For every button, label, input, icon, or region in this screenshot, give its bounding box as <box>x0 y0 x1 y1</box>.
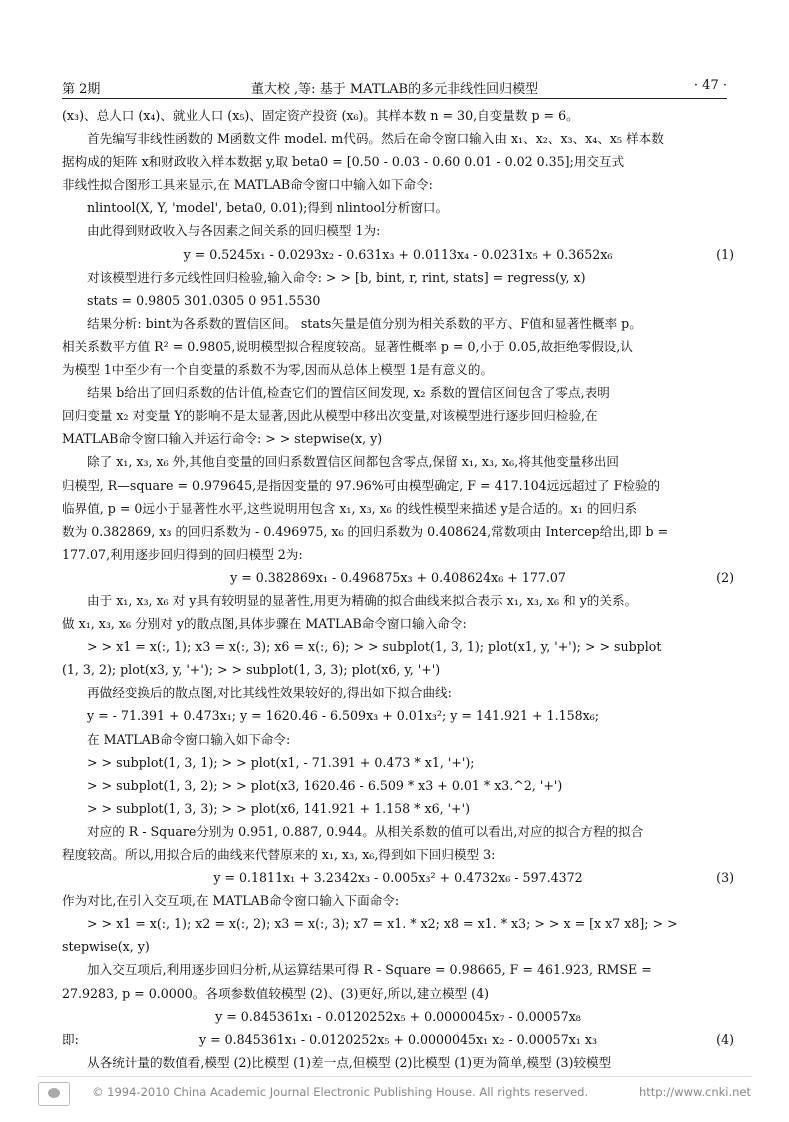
text-line: 在 MATLAB命令窗口输入如下命令: <box>87 731 291 747</box>
text-line: 临界值, p = 0远小于显著性水平,这些说明用包含 x₁, x₃, x₆ 的线性模型来描述 y是合适的。x₁ 的回归系 <box>62 500 638 516</box>
text-line: 27.9283, p = 0.0000。各项参数值较模型 (2)、(3)更好,所以,建立模型 (4) <box>62 985 489 1001</box>
equation-number: (4) <box>716 1031 734 1047</box>
text-line: 做 x₁, x₃, x₆ 分别对 y的散点图,具体步骤在 MATLAB命令窗口输入命令: <box>62 616 467 632</box>
footer <box>38 1082 751 1108</box>
equation-text: y = 0.5245x₁ - 0.0293x₂ - 0.631x₃ + 0.0113x₄ - 0.0231x₅ + 0.3652x₆ <box>183 246 613 262</box>
equation-label: 即: <box>62 1031 79 1047</box>
equation-text: y = 0.845361x₁ - 0.0120252x₅ + 0.0000045x₁ x₂ - 0.00057x₁ x₃ <box>198 1031 598 1047</box>
text-line: 非线性拟合图形工具来显示,在 MATLAB命令窗口中输入如下命令: <box>62 177 433 193</box>
equation-text: y = 0.845361x₁ - 0.0120252x₅ + 0.0000045x₇ - 0.00057x₈ <box>215 1008 581 1024</box>
text-line: 加入交互项后,利用逐步回归分析,从运算结果可得 R - Square = 0.98665, F = 461.923, RMSE = <box>87 962 652 978</box>
text-line: nlintool(X, Y, 'model', beta0, 0.01);得到 nlintool分析窗口。 <box>87 200 449 216</box>
text-line: (x₃)、总人口 (x₄)、就业人口 (x₅)、固定资产投资 (x₆)。其样本数 n = 30,自变量数 p = 6。 <box>62 108 579 123</box>
text-line: 对应的 R - Square分别为 0.951, 0.887, 0.944。从相关系数的值可以看出,对应的拟合方程的拟合 <box>87 823 644 839</box>
cnki-link[interactable]: http://www.cnki.net <box>638 1085 751 1099</box>
header-rule <box>62 98 727 99</box>
equation-number: (1) <box>716 246 734 262</box>
text-line: 除了 x₁, x₃, x₆ 外,其他自变量的回归系数置信区间都包含零点,保留 x₁, x₃, x₆,将其他变量移出回 <box>87 454 619 470</box>
text-line: 从各统计量的数值看,模型 (2)比模型 (1)差一点,但模型 (2)比模型 (1)更为简单,模型 (3)较模型 <box>87 1054 612 1070</box>
text-line: > > subplot(1, 3, 2); > > plot(x3, 1620.46 - 6.509 * x3 + 0.01 * x3.^2, '+') <box>87 777 563 793</box>
text-line: > > subplot(1, 3, 3); > > plot(x6, 141.921 + 1.158 * x6, '+') <box>87 800 470 816</box>
text-line: 首先编写非线性函数的 M函数文件 model. m代码。然后在命令窗口输入由 x₁、x₂、x₃、x₄、x₅ 样本数 <box>87 131 664 147</box>
text-line: 对该模型进行多元线性回归检验,输入命令: > > [b, bint, r, rint, stats] = regress(y, x) <box>87 269 586 285</box>
text-line: > > x1 = x(:, 1); x2 = x(:, 2); x3 = x(:, 3); x7 = x1. * x2; x8 = x1. * x3; > > x = [x x7 x8]; > > <box>87 916 678 932</box>
text-line: y = - 71.391 + 0.473x₁; y = 1620.46 - 6.509x₃ + 0.01x₃²; y = 141.921 + 1.158x₆; <box>87 708 600 724</box>
equation-number: (2) <box>716 569 734 585</box>
text-line: 据构成的矩阵 x和财政收入样本数据 y,取 beta0 = [0.50 - 0.03 - 0.60 0.01 - 0.02 0.35];用交互式 <box>62 154 625 170</box>
page-number: · 47 · <box>693 78 727 93</box>
equation-line <box>62 1005 734 1028</box>
article-body <box>62 104 734 1074</box>
equation-line <box>62 866 734 889</box>
copyright-text: © 1994-2010 China Academic Journal Electronic Publishing House. All rights reserved. <box>92 1085 589 1099</box>
text-line: 结果 b给出了回归系数的估计值,检查它们的置信区间发现, x₂ 系数的置信区间包含了零点,表明 <box>87 385 610 401</box>
text-line: 177.07,利用逐步回归得到的回归模型 2为: <box>62 546 303 562</box>
running-title: 董大校 ,等: 基于 MATLAB的多元非线性回归模型 <box>250 82 539 97</box>
equation-line <box>62 1028 734 1051</box>
text-line: 归模型, R—square = 0.979645,是指因变量的 97.96%可由模型确定, F = 417.104远远超过了 F检验的 <box>62 477 661 493</box>
running-header <box>62 78 727 100</box>
text-line: stats = 0.9805 301.0305 0 951.5530 <box>87 292 321 308</box>
text-line: 数为 0.382869, x₃ 的回归系数为 - 0.496975, x₆ 的回归系数为 0.408624,常数项由 Intercep给出,即 b = <box>62 523 669 539</box>
text-line: 相关系数平方值 R² = 0.9805,说明模型拟合程度较高。显著性概率 p = 0,小于 0.05,故拒绝零假设,认 <box>62 338 633 354</box>
text-line: (1, 3, 2); plot(x3, y, '+'); > > subplot(1, 3, 3); plot(x6, y, '+') <box>62 662 441 678</box>
text-line: > > x1 = x(:, 1); x3 = x(:, 3); x6 = x(:, 6); > > subplot(1, 3, 1); plot(x1, y, '+'); > > subplot <box>87 639 662 655</box>
equation-text: y = 0.382869x₁ - 0.496875x₃ + 0.408624x₆ + 177.07 <box>230 569 566 585</box>
text-line: 由此得到财政收入与各因素之间关系的回归模型 1为: <box>87 223 381 239</box>
text-line: 为模型 1中至少有一个自变量的系数不为零,因而从总体上模型 1是有意义的。 <box>62 362 494 378</box>
equation-line <box>62 566 734 589</box>
equation-text: y = 0.1811x₁ + 3.2342x₃ - 0.005x₃² + 0.4732x₆ - 597.4372 <box>213 870 583 886</box>
issue-number: 第 2期 <box>62 82 101 97</box>
text-line: 由于 x₁, x₃, x₆ 对 y具有较明显的显著性,用更为精确的拟合曲线来拟合表示 x₁, x₃, x₆ 和 y的关系。 <box>87 592 638 608</box>
equation-number: (3) <box>716 870 734 886</box>
text-line: 回归变量 x₂ 对变量 Y的影响不是太显著,因此从模型中移出次变量,对该模型进行逐步回归检验,在 <box>62 408 598 424</box>
text-line: 再做经变换后的散点图,对比其线性效果较好的,得出如下拟合曲线: <box>87 685 452 701</box>
text-line: 结果分析: bint为各系数的置信区间。 stats矢量是值分别为相关系数的平方、F值和显著性概率 p。 <box>87 315 642 331</box>
text-line: 程度较高。所以,用拟合后的曲线来代替原来的 x₁, x₃, x₆,得到如下回归模型 3: <box>62 847 496 862</box>
equation-line <box>62 243 734 266</box>
text-line: stepwise(x, y) <box>62 939 150 955</box>
publisher-logo-icon <box>38 1082 70 1106</box>
footer-rule <box>38 1076 751 1077</box>
text-line: > > subplot(1, 3, 1); > > plot(x1, - 71.391 + 0.473 * x1, '+'); <box>87 754 475 770</box>
text-line: MATLAB命令窗口输入并运行命令: > > stepwise(x, y) <box>62 431 383 447</box>
text-line: 作为对比,在引入交互项,在 MATLAB命令窗口输入下面命令: <box>62 893 400 909</box>
